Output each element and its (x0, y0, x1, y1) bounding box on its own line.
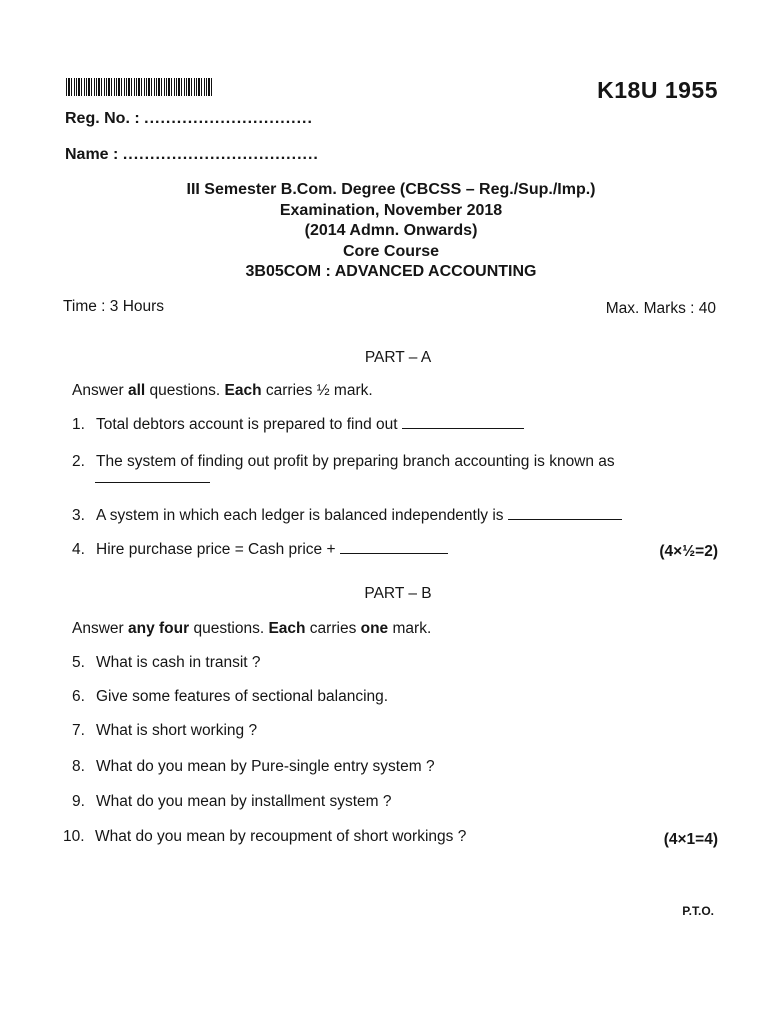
question-number: 4. (72, 541, 85, 558)
question-number: 7. (72, 722, 85, 739)
instruction-emphasis: Each (268, 620, 306, 637)
question-text: A system in which each ledger is balanced independently is (96, 507, 504, 524)
question-4 (72, 541, 722, 559)
question-text: What is cash in transit ? (96, 654, 261, 671)
question-text: What is short working ? (96, 722, 258, 739)
part-b-title: PART – B (364, 585, 432, 602)
question-text: The system of finding out profit by preparing branch accounting is known as (96, 453, 615, 470)
answer-blank (95, 482, 210, 483)
question-7 (72, 722, 722, 740)
instruction-text: mark. (388, 620, 432, 637)
answer-blank (508, 507, 622, 520)
instruction-text: carries ½ mark. (261, 382, 373, 399)
question-5 (72, 654, 722, 672)
name-dots: .................................... (122, 146, 319, 163)
pto-label: P.T.O. (682, 904, 714, 918)
question-number: 9. (72, 793, 85, 810)
max-marks: Max. Marks : 40 (605, 300, 716, 317)
instruction-text: Answer (72, 382, 128, 399)
header-line-course: Core Course (342, 242, 440, 260)
header-line-exam: Examination, November 2018 (279, 201, 503, 219)
question-8 (72, 758, 722, 776)
name-field (65, 146, 319, 164)
part-a-title: PART – A (364, 349, 432, 366)
part-b-marks: (4×1=4) (663, 831, 718, 848)
question-text: What do you mean by recoupment of short workings ? (95, 828, 467, 845)
question-number: 10. (63, 828, 85, 845)
name-label: Name : (65, 146, 119, 163)
instruction-text: questions. (145, 382, 225, 399)
time-allowed: Time : 3 Hours (63, 298, 165, 315)
question-6 (72, 688, 722, 706)
instruction-emphasis: all (128, 382, 146, 399)
question-number: 3. (72, 507, 85, 524)
paper-code: K18U 1955 (597, 77, 718, 103)
reg-no-label: Reg. No. : (65, 110, 140, 127)
question-9 (72, 793, 722, 811)
question-number: 5. (72, 654, 85, 671)
question-2 (72, 453, 722, 471)
header-line-admn: (2014 Admn. Onwards) (304, 222, 478, 239)
question-text: Hire purchase price = Cash price + (96, 541, 336, 558)
part-a-instruction (72, 382, 373, 400)
header-line-subject: 3B05COM : ADVANCED ACCOUNTING (245, 263, 537, 280)
question-number: 2. (72, 453, 85, 470)
exam-header (0, 180, 768, 283)
barcode-image (66, 78, 214, 96)
instruction-emphasis: Each (224, 382, 262, 399)
question-text: Give some features of sectional balancing. (96, 688, 389, 705)
part-a-marks: (4×½=2) (659, 543, 718, 560)
instruction-text: questions. (189, 620, 269, 637)
question-number: 6. (72, 688, 85, 705)
reg-no-field (65, 110, 313, 128)
part-b-instruction (72, 620, 431, 638)
instruction-emphasis: one (360, 620, 389, 637)
question-number: 8. (72, 758, 85, 775)
question-text: What do you mean by Pure-single entry system ? (96, 758, 435, 775)
question-10 (63, 828, 713, 846)
question-1 (72, 416, 722, 434)
question-3 (72, 507, 722, 525)
question-text: Total debtors account is prepared to find out (96, 416, 398, 433)
instruction-text: Answer (72, 620, 128, 637)
question-text: What do you mean by installment system ? (96, 793, 392, 810)
answer-blank (340, 541, 448, 554)
question-number: 1. (72, 416, 85, 433)
reg-no-dots: ............................... (144, 110, 313, 127)
instruction-text: carries (305, 620, 361, 637)
instruction-emphasis: any four (128, 620, 190, 637)
header-line-semester: III Semester B.Com. Degree (CBCSS – Reg./Sup./Imp.) (186, 181, 596, 198)
answer-blank (402, 416, 524, 429)
